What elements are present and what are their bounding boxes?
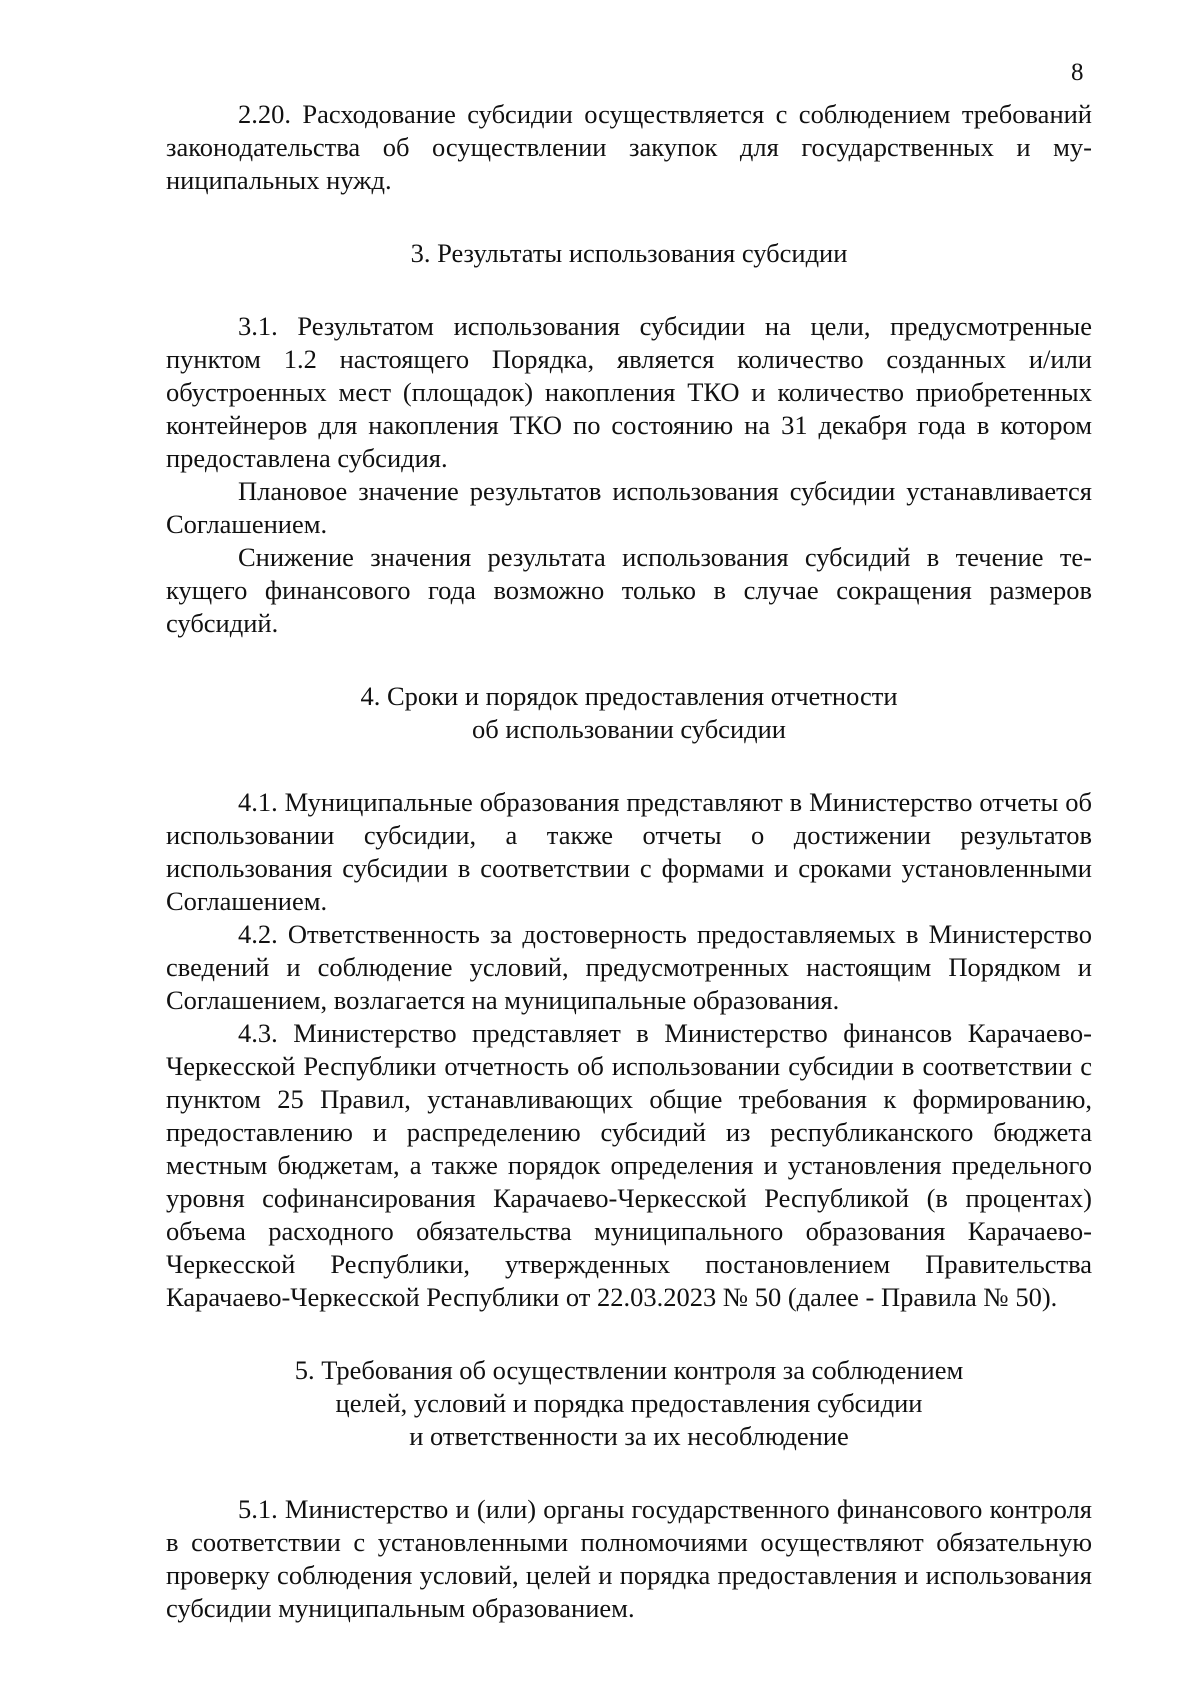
paragraph-4-1: 4.1. Муниципальные образования представляют в Министерство отчеты об использовании субсидии, а также отчеты о достижении результатов использования субсидии в соответствии с формами и сроками установленными Соглашением. xyxy=(166,787,1092,916)
section-heading-4-line-1: 4. Сроки и порядок предоставления отчетности xyxy=(360,681,898,711)
section-heading-5-line-3: и ответственности за их несоблюдение xyxy=(409,1421,849,1451)
paragraph-5-1: 5.1. Министерство и (или) органы государственного финансового контроля в соответствии с установленными полномочиями осуществляют обязательную проверку соблюдения условий, целей и порядка предоставления и использования субсидии муниципальным образованием. xyxy=(166,1494,1092,1623)
paragraph-4-2: 4.2. Ответственность за достоверность предоставляемых в Министерство сведений и соблюдение условий, предусмотренных настоящим Порядком и Соглашением, возлагается на муниципальные образования. xyxy=(166,919,1092,1015)
section-heading-4-line-2: об использовании субсидии xyxy=(472,714,786,744)
paragraph-3-reduce: Снижение значения результата использования субсидий в течение текущего финансового года возможно только в случае сокращения размеров субсидий. xyxy=(166,542,1092,638)
paragraph-2-20: 2.20. Расходование субсидии осуществляется с соблюдением требований законодательства об осуществлении закупок для государственных и муниципальных нужд. xyxy=(166,99,1092,195)
paragraph-4-3: 4.3. Министерство представляет в Министерство финансов Карачаево-Черкесской Республики отчетность об использовании субсидии в соответствии с пунктом 25 Правил, устанавливающих общие требования к формированию, предоставлению и распределению субсидий из республиканского бюджета местным бюджетам, а также порядок определения и установления предельного уровня софинансирования Карачаево-Черкесской Республикой (в процентах) объема расходного обязательства муниципального образования Карачаево-Черкесской Республики, утвержденных постановлением Правительства Карачаево-Черкесской Республики от 22.03.2023 № 50 (далее - Правила № 50). xyxy=(166,1018,1092,1312)
section-heading-3-text: 3. Результаты использования субсидии xyxy=(410,238,848,268)
section-heading-3 xyxy=(166,237,1092,270)
page-number: 8 xyxy=(1071,59,1084,86)
section-heading-5-line-1: 5. Требования об осуществлении контроля за соблюдением xyxy=(294,1355,964,1385)
section-heading-5 xyxy=(166,1354,1092,1453)
document-body xyxy=(166,98,1092,1625)
section-heading-4 xyxy=(166,680,1092,746)
section-heading-5-line-2: целей, условий и порядка предоставления субсидии xyxy=(335,1388,923,1418)
paragraph-3-1: 3.1. Результатом использования субсидии на цели, предусмотренные пунктом 1.2 настоящего Порядка, является количество созданных и/или обустроенных мест (площадок) накопления ТКО и количество приобретенных контейнеров для накопления ТКО по состоянию на 31 декабря года в котором предоставлена субсидия. xyxy=(166,311,1092,473)
paragraph-3-plan: Плановое значение результатов использования субсидии устанавливается Соглашением. xyxy=(166,476,1092,539)
